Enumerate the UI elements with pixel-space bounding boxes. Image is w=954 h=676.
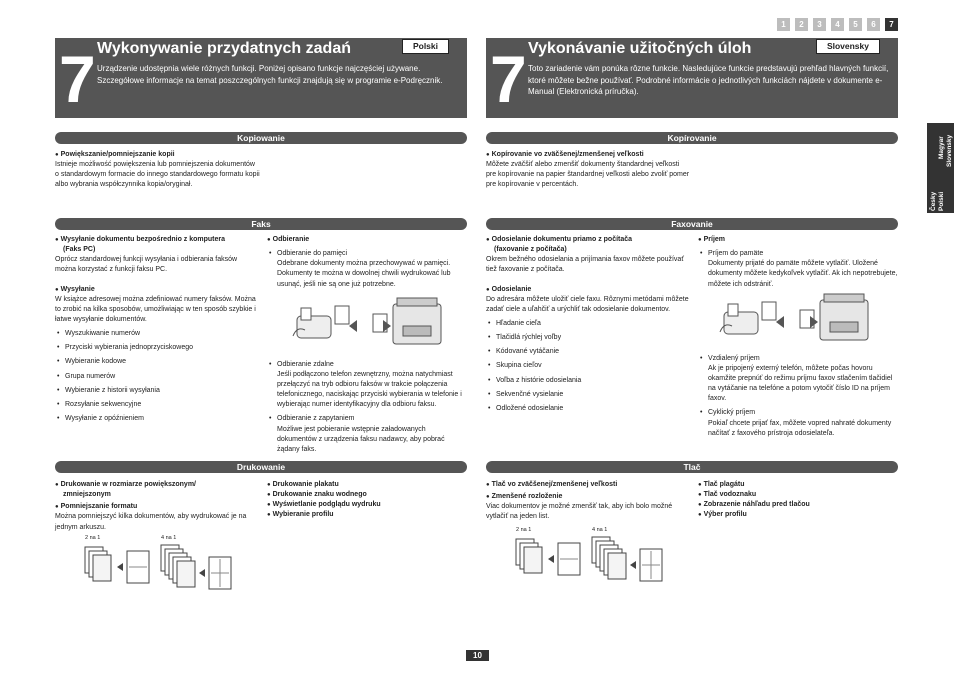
feature-heading-cont: zmniejszonym — [63, 491, 111, 499]
chapter-title: Vykonávanie užitočných úloh — [528, 40, 752, 57]
list-item: • Hľadanie cieľa — [486, 319, 691, 329]
feature-heading: ● Wysyłanie — [55, 285, 260, 295]
chapter-tab-4[interactable]: 4 — [831, 18, 844, 31]
list-item: • Voľba z histórie odosielania — [486, 376, 691, 386]
fax-send-block — [55, 235, 260, 428]
feature-heading: ● Tlač vo zväčšenej/zmenšenej veľkosti — [486, 480, 691, 490]
chapter-tab-7[interactable]: 7 — [885, 18, 898, 31]
side-lang-magyar: Magyar — [938, 136, 945, 159]
language-label: Slovensky — [816, 39, 880, 54]
feature-heading: ● Kopírovanie vo zväčšenej/zmenšenej veľkosti — [486, 150, 691, 160]
section-bar-print — [486, 461, 898, 473]
chapter-header — [55, 38, 467, 118]
list-item: • Grupa numerów — [55, 372, 260, 382]
feature-text: Okrem bežného odosielania a prijímania faxov môžete používať tiež faxovanie z počítača. — [486, 256, 684, 274]
feature-heading: ● Drukowanie plakatu — [267, 480, 467, 490]
label-2in1: 2 na 1 — [516, 527, 532, 533]
list-item: • Odbieranie do pamięci Odebrane dokumenty można przechowywać w pamięci. Dokumenty te można w dowolnej chwili wydrukować lub usunąć, jeśli nie są one już potrzebne. — [267, 249, 467, 290]
feature-heading: ● Odosielanie dokumentu priamo z počítača — [486, 235, 691, 245]
label-4in1: 4 na 1 — [592, 527, 608, 533]
copy-block — [55, 150, 260, 191]
chapter-number: 7 — [59, 42, 96, 116]
nup-illustration — [514, 535, 694, 590]
list-item: • Wyszukiwanie numerów — [55, 329, 260, 339]
list-item: • Wybieranie kodowe — [55, 357, 260, 367]
list-item: • Vzdialený príjem Ak je pripojený externý telefón, môžete počas hovoru okamžite prepnúť do režimu príjmu faxov stlačením tlačidiel na vytáčanie na telefóne a potom vytočiť číslo ID na príjem faxov. — [698, 354, 898, 405]
section-bar-fax — [486, 218, 898, 230]
section-title: Kopírovanie — [667, 133, 717, 143]
fax-machine-illustration — [287, 296, 447, 352]
feature-heading-cont: (faxovanie z počítača) — [494, 246, 567, 254]
receive-list-2 — [267, 360, 467, 455]
list-item: • Skupina cieľov — [486, 361, 691, 371]
side-lang-polski: Polski — [938, 191, 945, 211]
feature-heading: ● Wyświetlanie podglądu wydruku — [267, 500, 467, 510]
feature-heading: ● Wysyłanie dokumentu bezpośrednio z komputera — [55, 235, 260, 245]
print-block — [55, 480, 260, 533]
feature-heading: ● Výber profilu — [698, 510, 898, 520]
feature-heading: ● Pomniejszanie formatu — [55, 502, 260, 512]
section-title: Faks — [251, 219, 271, 229]
feature-heading: ● Powiększanie/pomniejszanie kopii — [55, 150, 260, 160]
list-item: • Rozsyłanie sekwencyjne — [55, 400, 260, 410]
feature-heading-cont: (Faks PC) — [63, 246, 96, 254]
receive-list — [698, 249, 898, 290]
chapter-tabs — [777, 18, 898, 31]
print-options-block — [698, 480, 898, 521]
feature-text: Môžete zväčšiť alebo zmenšiť dokumenty štandardnej veľkosti pre kopírovanie na papier štandardnej veľkosti alebo zvoliť pomer pre kopírovanie v percentách. — [486, 161, 690, 189]
receive-list-2 — [698, 354, 898, 439]
section-title: Tlač — [683, 462, 701, 472]
chapter-title: Wykonywanie przydatnych zadań — [97, 40, 351, 57]
chapter-tab-1[interactable]: 1 — [777, 18, 790, 31]
feature-heading: ● Odbieranie — [267, 235, 467, 245]
chapter-tab-2[interactable]: 2 — [795, 18, 808, 31]
list-item: • Odložené odosielanie — [486, 404, 691, 414]
language-label: Polski — [402, 39, 449, 54]
list-item: • Wybieranie z historii wysyłania — [55, 386, 260, 396]
chapter-description: Urządzenie udostępnia wiele różnych funkcji. Poniżej opisano funkcje najczęściej używane. Szczegółowe informacje na temat poszczególnych funkcji znajdują się w programie e-Podręcznik. — [97, 64, 443, 85]
side-lang-cesky: Česky — [930, 191, 937, 211]
list-item: • Odbieranie z zapytaniem Możliwe jest pobieranie wstępnie załadowanych dokumentów z urządzenia faksu nadawcy, aby pobrać żądany faks. — [267, 414, 467, 455]
list-item: • Sekvenčné vysielanie — [486, 390, 691, 400]
feature-heading: ● Tlač vodoznaku — [698, 490, 898, 500]
receive-list — [267, 249, 467, 290]
polish-column — [55, 38, 467, 541]
chapter-number: 7 — [490, 42, 527, 116]
section-bar-fax — [55, 218, 467, 230]
section-title: Kopiowanie — [237, 133, 285, 143]
feature-text: Istnieje możliwość powiększenia lub pomniejszenia dokumentów o standardowym formacie do innego standardowego formatu kopii albo wybrania współczynnika kopia/oryginał. — [55, 161, 260, 189]
list-item: • Wysyłanie z opóźnieniem — [55, 414, 260, 424]
nup-illustration — [83, 543, 263, 598]
feature-text: Oprócz standardowej funkcji wysyłania i odbierania faksów można korzystać z funkcji faksu PC. — [55, 256, 238, 274]
feature-text: Można pomniejszyć kilka dokumentów, aby wydrukować je na jednym arkuszu. — [55, 513, 247, 531]
feature-text: W książce adresowej można zdefiniować numery faksów. Można to zrobić na kilka sposobów, umożliwiając w ten sposób szybkie i łatwe wysyłanie dokumentów. — [55, 295, 256, 323]
feature-heading: ● Drukowanie znaku wodnego — [267, 490, 467, 500]
feature-heading: ● Tlač plagátu — [698, 480, 898, 490]
dial-methods-list — [55, 329, 260, 424]
chapter-description: Toto zariadenie vám ponúka rôzne funkcie. Nasledujúce funkcie predstavujú prehľad hlavných funkcií, ktoré môžete bežne používať. Podrobné informácie o jednotlivých funkciách nájdete v dokumente e-Manual (Elektronická príručka). — [528, 64, 889, 97]
feature-text: Viac dokumentov je možné zmenšiť tak, aby ich bolo možné vytlačiť na jeden list. — [486, 503, 673, 521]
list-item: • Przyciski wybierania jednoprzyciskowego — [55, 343, 260, 353]
fax-machine-illustration — [714, 292, 874, 348]
print-block — [486, 480, 691, 523]
side-lang-slovensky: Slovensky — [946, 134, 953, 167]
list-item: • Cyklický príjem Pokiaľ chcete prijať fax, môžete vopred nahraté dokumenty načítať z faxového prístroja odosielateľa. — [698, 408, 898, 438]
list-item: • Odbieranie zdalne Jeśli podłączono telefon zewnętrzny, można natychmiast przełączyć na tryb odbioru faksów w trakcie połączenia telefonicznego, naciskając przyciski wybierania w telefonie i wybierając numer identyfikacyjny dla odbioru faksu. — [267, 360, 467, 411]
feature-text: Do adresára môžete uložiť ciele faxu. Rôznymi metódami môžete zadať ciele a uľahčiť a urýchliť tak odosielanie dokumentov. — [486, 295, 689, 313]
dial-methods-list — [486, 319, 691, 414]
list-item: • Príjem do pamäte Dokumenty prijaté do pamäte môžete vytlačiť. Uložené dokumenty môžete kedykoľvek vytlačiť. Ak ich nepotrebujete, môžete ich odstrániť. — [698, 249, 898, 290]
chapter-header — [486, 38, 898, 118]
copy-block — [486, 150, 691, 191]
chapter-tab-5[interactable]: 5 — [849, 18, 862, 31]
label-4in1: 4 na 1 — [161, 535, 177, 541]
slovak-column — [486, 38, 898, 533]
chapter-tab-3[interactable]: 3 — [813, 18, 826, 31]
section-bar-copy — [55, 132, 467, 144]
chapter-tab-6[interactable]: 6 — [867, 18, 880, 31]
list-item: • Tlačidlá rýchlej voľby — [486, 333, 691, 343]
feature-heading: ● Príjem — [698, 235, 898, 245]
print-options-block — [267, 480, 467, 521]
language-side-tab — [927, 123, 954, 213]
section-bar-print — [55, 461, 467, 473]
label-2in1: 2 na 1 — [85, 535, 101, 541]
section-title: Faxovanie — [671, 219, 713, 229]
section-title: Drukowanie — [236, 462, 286, 472]
feature-heading: ● Zmenšené rozloženie — [486, 492, 691, 502]
page-number: 10 — [466, 650, 489, 661]
list-item: • Kódované vytáčanie — [486, 347, 691, 357]
fax-send-block — [486, 235, 691, 418]
feature-heading: ● Drukowanie w rozmiarze powiększonym/ — [55, 480, 260, 490]
feature-heading: ● Odosielanie — [486, 285, 691, 295]
feature-heading: ● Wybieranie profilu — [267, 510, 467, 520]
section-bar-copy — [486, 132, 898, 144]
feature-heading: ● Zobrazenie náhľadu pred tlačou — [698, 500, 898, 510]
